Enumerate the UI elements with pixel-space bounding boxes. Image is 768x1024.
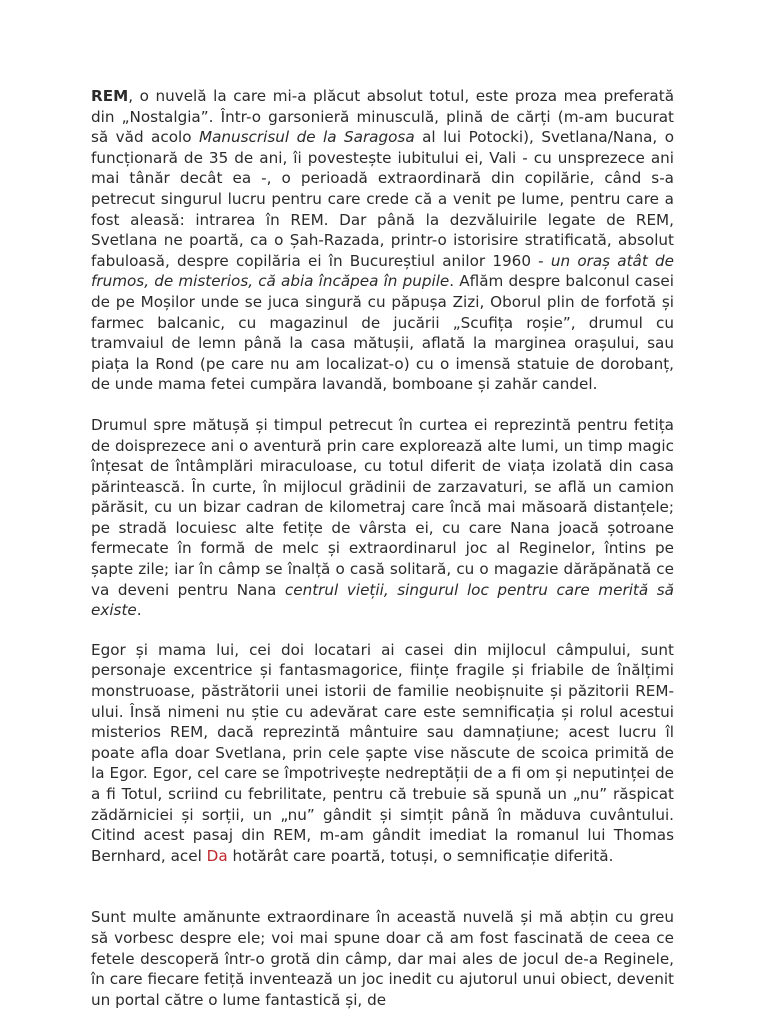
paragraph-2-text-b: . — [136, 601, 142, 620]
paragraph-3-text-b: hotărât care poartă, totuși, o semnificație diferită. — [227, 846, 614, 865]
paragraph-4-text: Sunt multe amănunte extraordinare în această nuvelă și mă abțin cu greu să vorbesc despre ele; voi mai spune doar că am fost fascinată de ceea ce fetele descoperă într-o grotă din câmp, dar mai ales de jocul de-a Reginele, în care fiecare fetiță inventează un joc inedit cu ajutorul unui obiect, devenit un portal către o lume fantastică și, de — [91, 908, 674, 1009]
paragraph-4 — [91, 907, 674, 1010]
book-title-manuscrisul: Manuscrisul de la Saragosa — [198, 128, 415, 147]
paragraph-3 — [91, 640, 674, 867]
quote-centrul-vietii: centrul vieții, singurul loc pentru care merită să existe — [91, 580, 674, 620]
paragraph-3-text-a: Egor și mama lui, cei doi locatari ai casei din mijlocul câmpului, sunt personaje excentrice și fantasmagorice, ființe fragile și friabile de înălțimi monstruoase, păstrătorii unei istorii de familie neobișnuite și păzitorii REM-ului. Însă nimeni nu știe cu adevărat care este semnificația și rolul acestui misterios REM, dacă reprezintă mântuire sau damnațiune; acest lucru îl poate afla doar Svetlana, prin cele șapte vise născute de scoica primită de la Egor. Egor, cel care se împotrivește nedreptății de a fi om și neputinței de a fi Totul, scriind cu febrilitate, pentru că trebuie să spună un „nu” răspicat zădărniciei și sorții, un „nu” gândit și simțit până în măduva cuvântului. Citind acest pasaj din REM, m-am gândit imediat la romanul lui Thomas Bernhard, acel — [91, 640, 674, 865]
paragraph-1-text-b: al lui Potocki), Svetlana/Nana, o funcționară de 35 de ani, îi povestește iubitului ei, Vali - cu unsprezece ani mai tânăr decât ea -, o perioadă extraordinară din copilărie, când s-a petrecut singurul lucru pentru care crede că a venit pe lume, pentru care a fost aleasă: intrarea în REM. Dar până la dezvăluirile legate de REM, Svetlana ne poartă, ca o Șah-Razada, printr-o istorisire stratificată, absolut fabuloasă, despre copilăria ei în Bucureștiul anilor 1960 - — [91, 128, 674, 270]
rem-title: REM — [91, 87, 129, 105]
paragraph-1-text-c: . Aflăm despre balconul casei de pe Moșilor unde se juca singură cu păpușa Zizi, Oborul plin de forfotă și farmec balcanic, cu magazinul de jucării „Scufița roșie”, drumul cu tramvaiul de lemn până la casa mătușii, aflată la marginea orașului, sau piața la Rond (pe care nu am localizat-o) cu o imensă statuie de dorobanț, de unde mama fetei cumpăra lavandă, bomboane și zahăr candel. — [91, 272, 674, 394]
da-link[interactable]: Da — [206, 846, 228, 865]
paragraph-2-text-a: Drumul spre mătușă și timpul petrecut în curtea ei reprezintă pentru fetița de doisprezece ani o aventură prin care explorează alte lumi, un timp magic înțesat de întâmplări miraculoase, cu totul diferit de viața izolată din casa părintească. În curte, în mijlocul grădinii de zarzavaturi, se află un camion părăsit, cu un bizar cadran de kilometraj care încă mai măsoară distanțele; pe stradă locuiesc alte fetițe de vârsta ei, cu care Nana joacă șotroane fermecate în formă de melc și extraordinarul joc al Reginelor, întins pe șapte zile; iar în câmp se înalță o casă solitară, cu o magazie dărăpănată ce va deveni pentru Nana — [91, 415, 674, 599]
paragraph-1-text-a: , o nuvelă la care mi-a plăcut absolut totul, este proza mea preferată din „Nostalgia”. Într-o garsonieră minusculă, plină de cărți (m-am bucurat să văd acolo — [91, 87, 674, 147]
paragraph-1 — [91, 86, 674, 395]
review-text — [91, 86, 674, 1010]
paragraph-2 — [91, 415, 674, 621]
quote-oras: un oraș atât de frumos, de misterios, că abia încăpea în pupile — [91, 251, 675, 291]
